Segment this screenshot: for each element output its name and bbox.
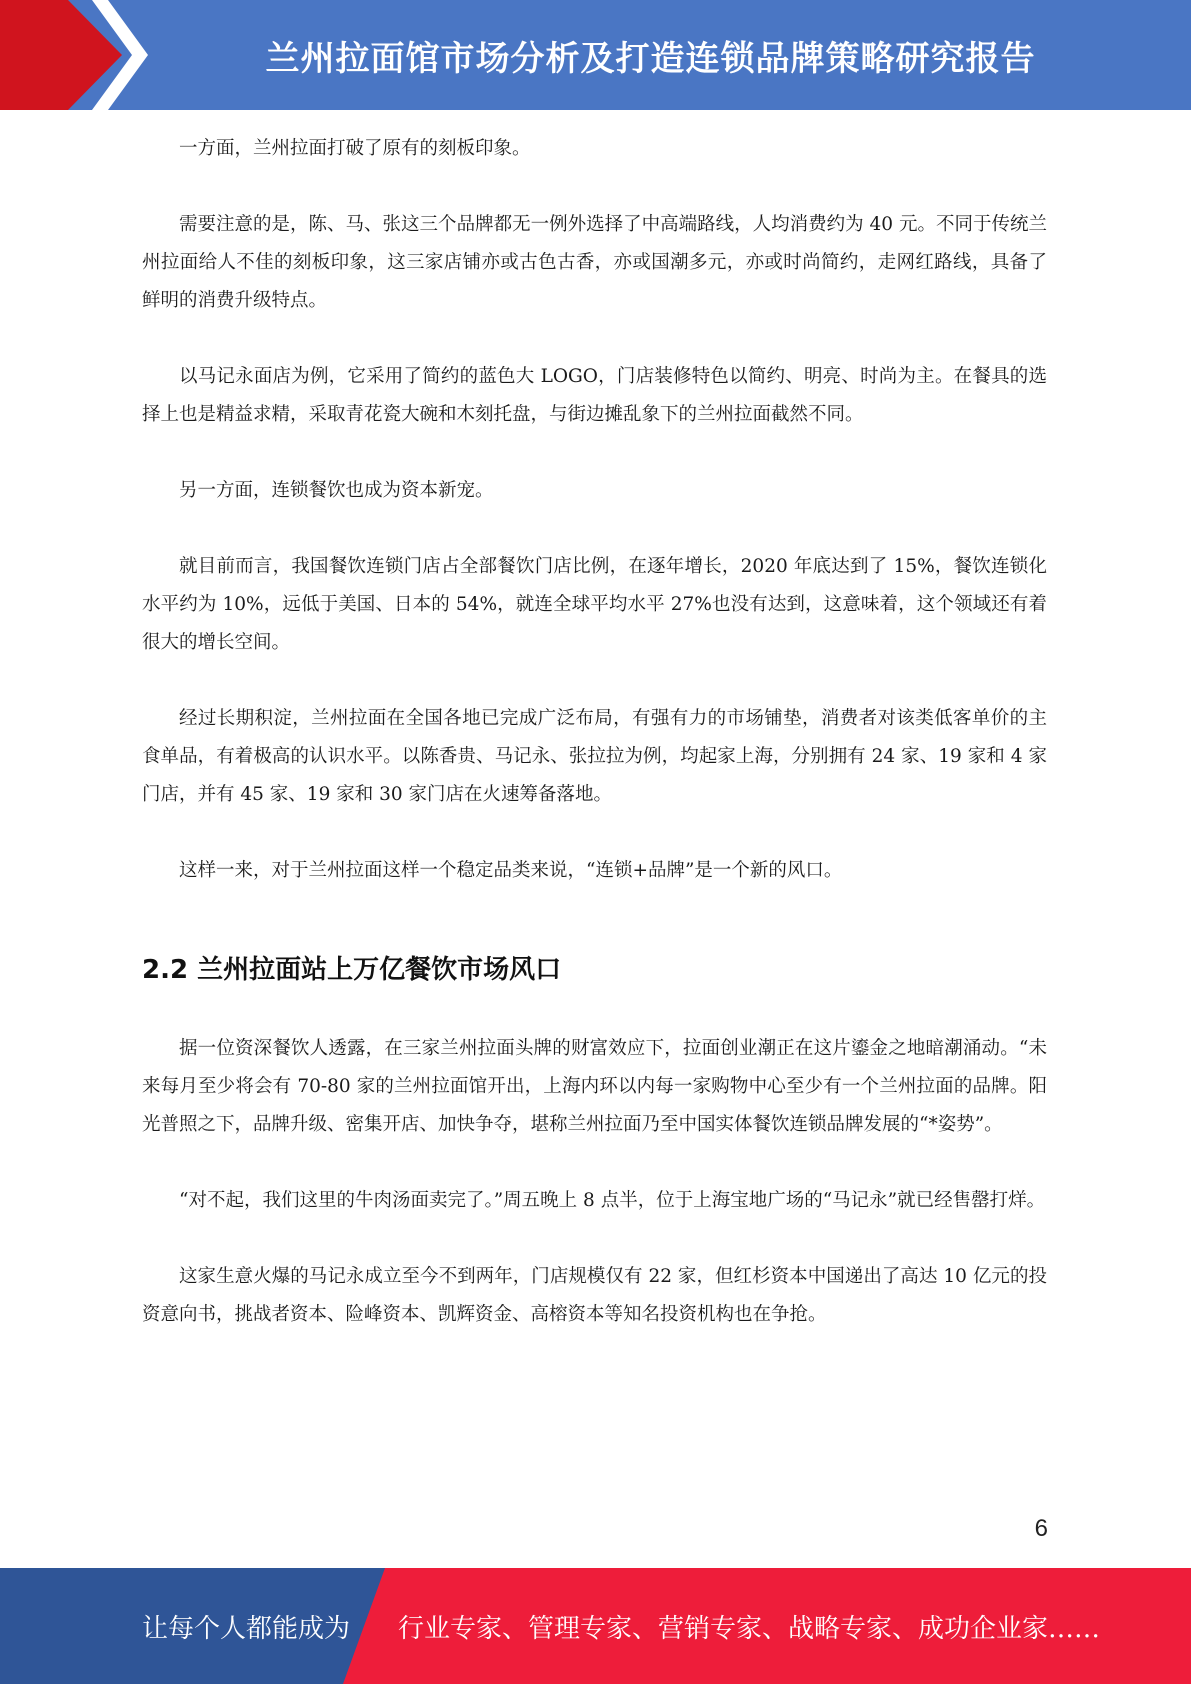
paragraph: 据一位资深餐饮人透露，在三家兰州拉面头牌的财富效应下，拉面创业潮正在这片鎏金之地暗潮涌动。“未来每月至少将会有 70-80 家的兰州拉面馆开出，上海内环以内每一家购物中心至少有一个兰州拉面的品牌。阳光普照之下，品牌升级、密集开店、加快争夺，堪称兰州拉面乃至中国实体餐饮连锁品牌发展的“*姿势”。 (142, 1038, 1047, 1135)
paragraph: 经过长期积淀，兰州拉面在全国各地已完成广泛布局，有强有力的市场铺垫，消费者对该类低客单价的主食单品，有着极高的认识水平。以陈香贵、马记永、张拉拉为例，均起家上海，分别拥有 24 家、19 家和 4 家门店，并有 45 家、19 家和 30 家门店在火速筹备落地。 (142, 708, 1047, 805)
paragraph: 以马记永面店为例，它采用了简约的蓝色大 LOGO，门店装修特色以简约、明亮、时尚为主。在餐具的选择上也是精益求精，采取青花瓷大碗和木刻托盘，与街边摊乱象下的兰州拉面截然不同。 (142, 366, 1047, 425)
paragraph: 一方面，兰州拉面打破了原有的刻板印象。 (179, 138, 531, 159)
paragraph: 这家生意火爆的马记永成立至今不到两年，门店规模仅有 22 家，但红杉资本中国递出了高达 10 亿元的投资意向书，挑战者资本、险峰资本、凯辉资金、高榕资本等知名投资机构也在争抢。 (142, 1266, 1047, 1325)
page-number: 6 (1034, 1515, 1048, 1542)
footer-slogan-left: 让每个人都能成为 (142, 1613, 351, 1644)
section-heading: 2.2 兰州拉面站上万亿餐饮市场风口 (142, 955, 562, 985)
paragraph: 这样一来，对于兰州拉面这样一个稳定品类来说，“连锁+品牌”是一个新的风口。 (179, 860, 843, 881)
page-footer (0, 1568, 1191, 1684)
paragraph: “对不起，我们这里的牛肉汤面卖完了。”周五晚上 8 点半，位于上海宝地广场的“马记永”就已经售罄打烊。 (179, 1190, 1046, 1211)
paragraph: 就目前而言，我国餐饮连锁门店占全部餐饮门店比例，在逐年增长，2020 年底达到了 15%，餐饮连锁化水平约为 10%，远低于美国、日本的 54%，就连全球平均水平 27%也没有达到，这意味着，这个领域还有着很大的增长空间。 (142, 556, 1047, 653)
footer-slogan-right: 行业专家、管理专家、营销专家、战略专家、成功企业家…… (398, 1613, 1101, 1644)
header-arrow-decoration (0, 0, 160, 110)
page-header (0, 0, 1191, 110)
paragraph: 另一方面，连锁餐饮也成为资本新宠。 (179, 480, 494, 501)
report-title: 兰州拉面馆市场分析及打造连锁品牌策略研究报告 (265, 38, 1036, 79)
paragraph: 需要注意的是，陈、马、张这三个品牌都无一例外选择了中高端路线，人均消费约为 40 元。不同于传统兰州拉面给人不佳的刻板印象，这三家店铺亦或古色古香，亦或国潮多元，亦或时尚简约，走网红路线，具备了鲜明的消费升级特点。 (142, 214, 1047, 311)
document-body (142, 130, 1047, 1372)
